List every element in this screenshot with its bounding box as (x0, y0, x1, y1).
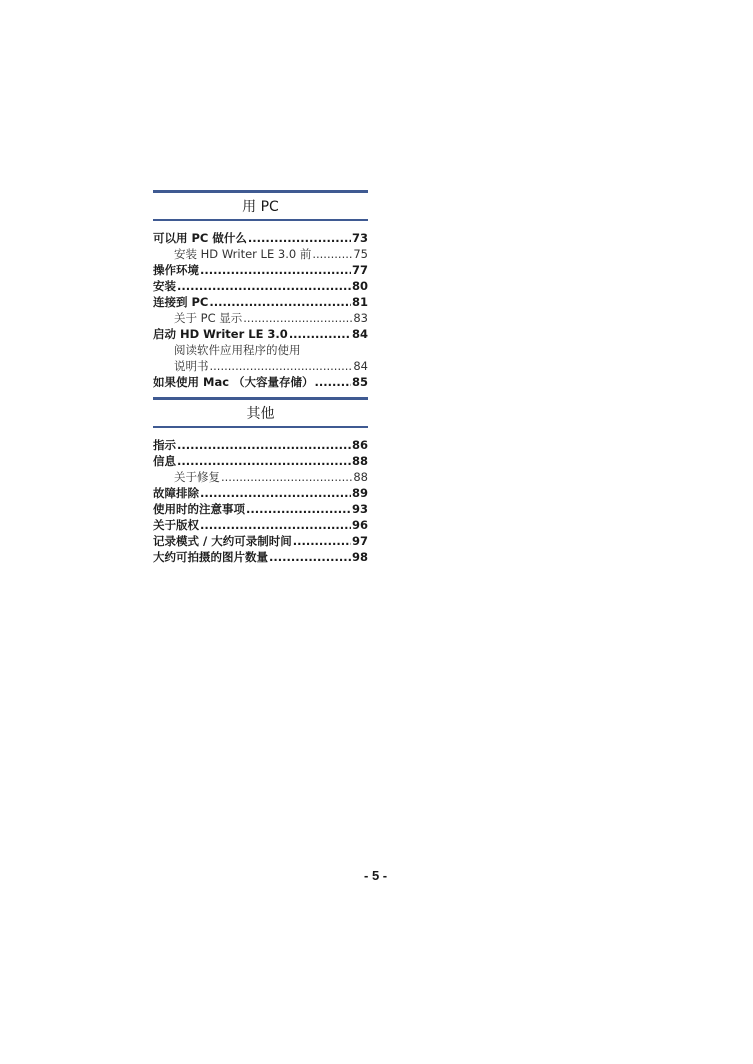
leader-dots (200, 517, 351, 533)
toc-entry-title: 安装 HD Writer LE 3.0 前 (174, 247, 312, 261)
section-header-other (153, 397, 368, 428)
leader-dots (289, 326, 351, 342)
toc-entry-page: 93 (351, 502, 368, 516)
leader-dots (200, 485, 351, 501)
toc-entry[interactable] (153, 230, 368, 246)
toc-entry-title: 信息 (153, 454, 176, 468)
toc-entry-title: 关于 PC 显示 (174, 311, 243, 325)
leader-dots (243, 310, 352, 326)
toc-entry[interactable] (153, 294, 368, 310)
leader-dots (177, 437, 351, 453)
toc-entry-title-line2: 说明书 (174, 359, 209, 373)
toc-entry[interactable] (153, 485, 368, 501)
toc-entry-page: 84 (353, 359, 368, 373)
toc-entry-title: 关于修复 (174, 470, 220, 484)
toc-entry-title: 故障排除 (153, 486, 199, 500)
toc-entry-page: 85 (351, 375, 368, 389)
toc-subentry[interactable] (153, 310, 368, 326)
toc-entry-page: 88 (351, 454, 368, 468)
toc-entry[interactable] (153, 501, 368, 517)
toc-entry[interactable] (153, 326, 368, 342)
toc-entry-page: 96 (351, 518, 368, 532)
toc-subentry[interactable] (153, 342, 368, 374)
leader-dots (312, 246, 352, 262)
toc-entry[interactable] (153, 549, 368, 565)
page-number: - 5 - (364, 868, 388, 883)
section-heading: 用 PC (242, 199, 279, 215)
leader-dots (248, 230, 351, 246)
leader-dots (221, 469, 352, 485)
section-header-pc (153, 190, 368, 221)
toc-entry-title: 操作环境 (153, 263, 199, 277)
toc-entry-line2 (174, 358, 368, 374)
toc-entry-title: 安装 (153, 279, 176, 293)
leader-dots (210, 358, 353, 374)
toc-entry-page: 77 (351, 263, 368, 277)
leader-dots (293, 533, 351, 549)
toc-entry-page: 88 (353, 470, 368, 484)
toc-entry-page: 83 (353, 311, 368, 325)
toc-entry-page: 98 (351, 550, 368, 564)
toc-entry[interactable] (153, 262, 368, 278)
toc-entry-page: 97 (351, 534, 368, 548)
toc-subentry[interactable] (153, 246, 368, 262)
toc-entry[interactable] (153, 533, 368, 549)
toc-entry-title-line1: 阅读软件应用程序的使用 (174, 343, 301, 357)
toc-entry-title: 大约可拍摄的图片数量 (153, 550, 268, 564)
toc-entry[interactable] (153, 374, 368, 390)
toc-entry[interactable] (153, 437, 368, 453)
table-of-contents (153, 190, 368, 565)
leader-dots (315, 374, 351, 390)
toc-entry-page: 80 (351, 279, 368, 293)
toc-entry-page: 75 (353, 247, 368, 261)
leader-dots (246, 501, 351, 517)
toc-entry-page: 86 (351, 438, 368, 452)
toc-entry-title: 记录模式 / 大约可录制时间 (153, 534, 292, 548)
toc-entry[interactable] (153, 278, 368, 294)
toc-entry[interactable] (153, 517, 368, 533)
toc-entry-title: 可以用 PC 做什么 (153, 231, 247, 245)
leader-dots (269, 549, 351, 565)
section-heading: 其他 (246, 406, 275, 422)
toc-subentry[interactable] (153, 469, 368, 485)
toc-entry-page: 84 (351, 327, 368, 341)
toc-entry-title: 关于版权 (153, 518, 199, 532)
leader-dots (177, 453, 351, 469)
toc-entry-title: 启动 HD Writer LE 3.0 (153, 327, 288, 341)
toc-entry-title: 使用时的注意事项 (153, 502, 245, 516)
toc-entry-page: 81 (351, 295, 368, 309)
toc-entry-title: 如果使用 Mac （大容量存储） (153, 375, 314, 389)
toc-entry-title: 连接到 PC (153, 295, 209, 309)
toc-entry-title: 指示 (153, 438, 176, 452)
toc-entry-page: 73 (351, 231, 368, 245)
leader-dots (209, 294, 351, 310)
toc-entry[interactable] (153, 453, 368, 469)
leader-dots (177, 278, 351, 294)
leader-dots (200, 262, 351, 278)
toc-entry-page: 89 (351, 486, 368, 500)
